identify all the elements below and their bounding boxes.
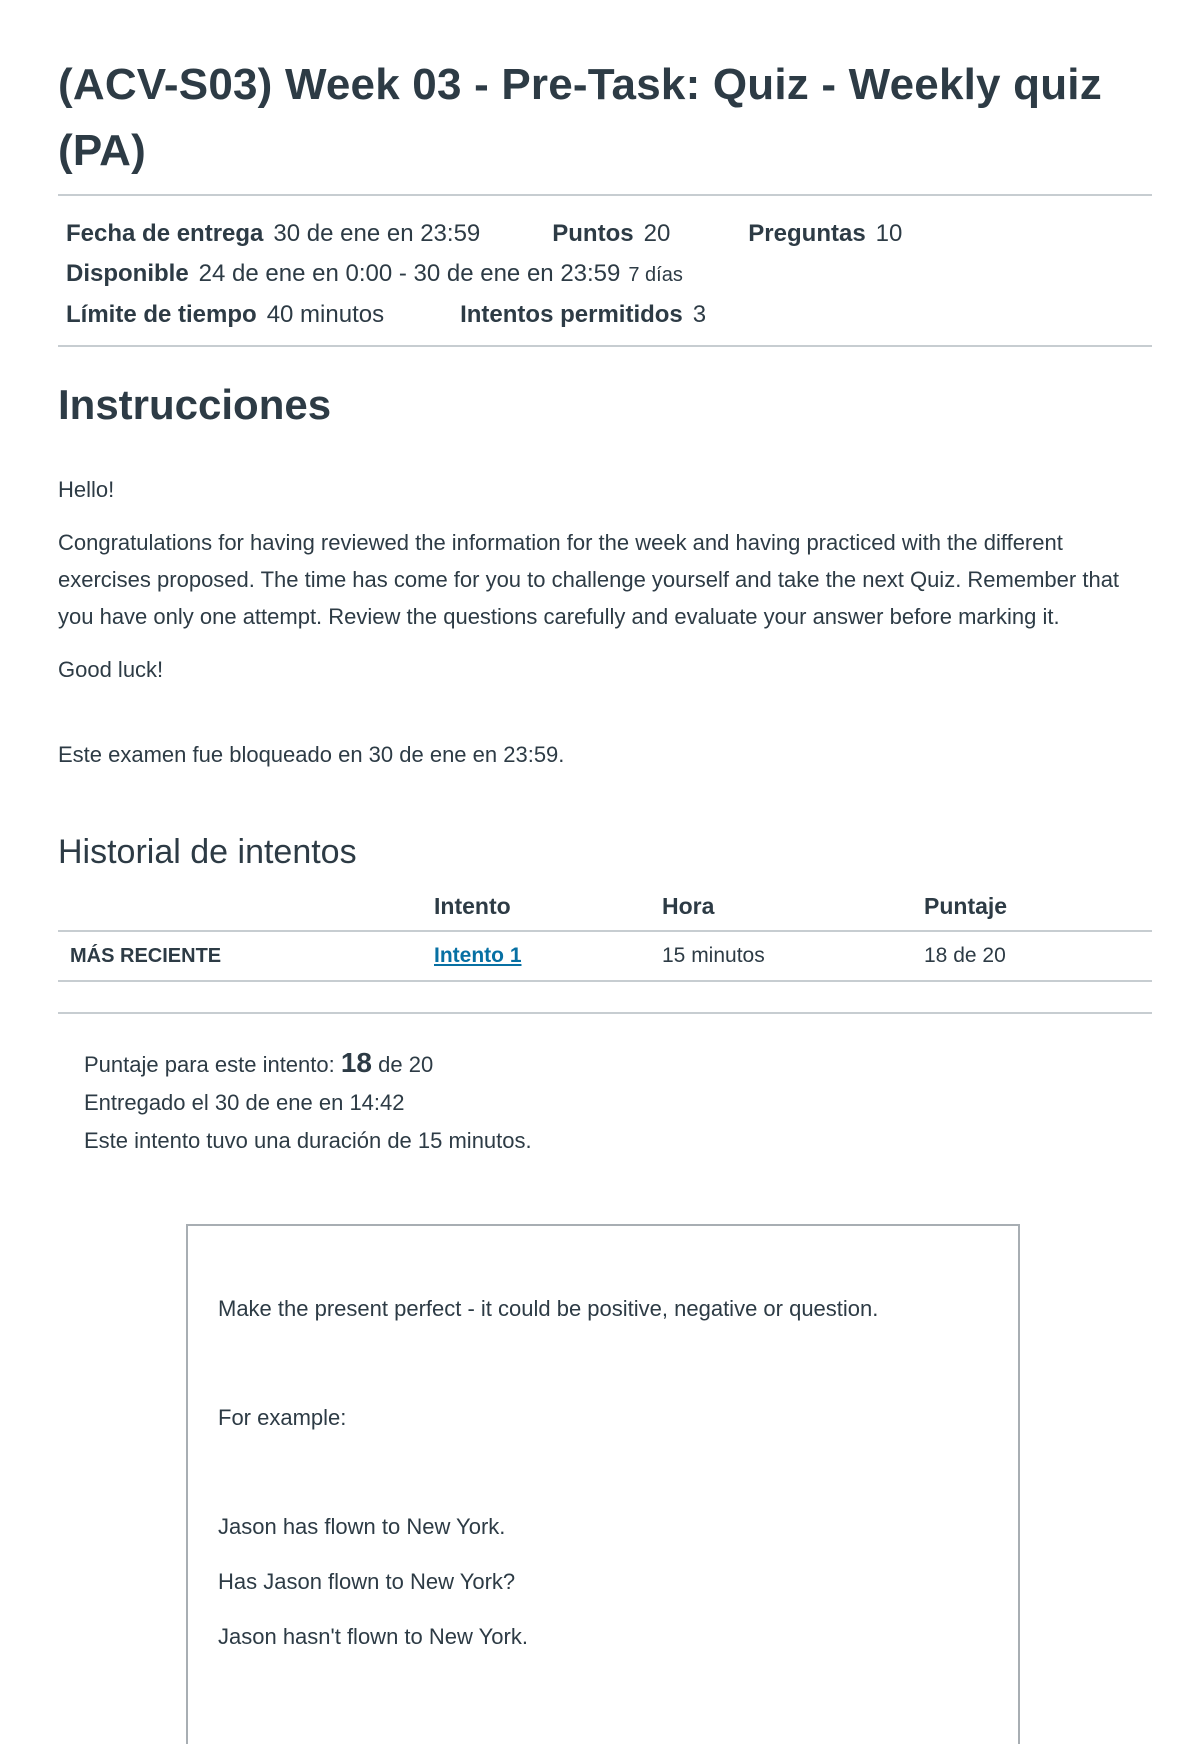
instructions-body: Congratulations for having reviewed the information for the week and having practiced with the different exercises proposed. The time has come for you to challenge yourself and take the next Quiz. Remember that you have only one attempt. Review the questions carefully and evaluate your answer before marking it. <box>58 530 1120 629</box>
example-negative: Jason hasn't flown to New York. <box>218 1624 528 1649</box>
example-question: Has Jason flown to New York? <box>218 1569 516 1594</box>
questions <box>748 214 902 254</box>
main-content <box>58 52 1152 1160</box>
due-date <box>66 214 480 254</box>
submitted-date: Entregado el 30 de ene en 14:42 <box>84 1090 405 1115</box>
page-title: (ACV-S03) Week 03 - Pre-Task: Quiz - Weekly quiz (PA) <box>58 60 1102 175</box>
questions-value: 10 <box>875 220 903 247</box>
table-header-row <box>58 893 1152 931</box>
attempt-summary <box>84 1044 1152 1160</box>
question-prompt: Make the present perfect - it could be positive, negative or question. <box>218 1296 879 1321</box>
due-date-label: Fecha de entrega <box>66 220 264 247</box>
attempt-time: 15 minutos <box>662 931 924 981</box>
questions-label: Preguntas <box>748 220 866 247</box>
details-row-3 <box>66 295 1144 335</box>
attempt-history-table <box>58 893 1152 982</box>
column-header-blank <box>58 893 434 931</box>
divider <box>58 345 1152 347</box>
due-date-value: 30 de ene en 23:59 <box>273 220 481 247</box>
quiz-details <box>58 196 1152 345</box>
points-value: 20 <box>643 220 671 247</box>
instructions-heading: Instrucciones <box>58 381 332 428</box>
details-row-1 <box>66 214 1144 254</box>
allowed-attempts <box>460 295 706 335</box>
instructions-closing: Good luck! <box>58 657 164 682</box>
question-card <box>186 1224 1020 1744</box>
score-prefix: Puntaje para este intento: <box>84 1052 335 1077</box>
allowed-attempts-value: 3 <box>692 301 707 328</box>
column-header-attempt: Intento <box>434 893 662 931</box>
attempt-duration: Este intento tuvo una duración de 15 minutos. <box>84 1128 532 1153</box>
example-positive: Jason has flown to New York. <box>218 1514 506 1539</box>
attempt-score-line <box>84 1044 1152 1084</box>
column-header-score: Puntaje <box>924 893 1152 931</box>
attempt-history-heading: Historial de intentos <box>58 833 357 871</box>
availability-label: Disponible <box>66 260 189 287</box>
latest-label: MÁS RECIENTE <box>58 931 434 981</box>
availability-days: 7 días <box>628 264 683 286</box>
time-limit-value: 40 minutos <box>266 301 385 328</box>
attempt-cell <box>434 931 662 981</box>
column-header-time: Hora <box>662 893 924 931</box>
score-suffix: de 20 <box>378 1052 434 1077</box>
table-row <box>58 931 1152 981</box>
locked-notice: Este examen fue bloqueado en 30 de ene en 23:59. <box>58 742 565 767</box>
points-label: Puntos <box>552 220 634 247</box>
divider <box>58 1012 1152 1014</box>
availability-value: 24 de ene en 0:00 - 30 de ene en 23:59 <box>198 260 621 287</box>
details-row-2 <box>66 254 1144 295</box>
allowed-attempts-label: Intentos permitidos <box>460 301 683 328</box>
time-limit <box>66 295 384 335</box>
points <box>552 214 670 254</box>
question-content <box>188 1226 1018 1655</box>
example-label: For example: <box>218 1405 347 1430</box>
time-limit-label: Límite de tiempo <box>66 301 257 328</box>
score-value: 18 <box>340 1047 373 1078</box>
attempt-score: 18 de 20 <box>924 931 1152 981</box>
availability <box>66 254 683 295</box>
instructions-greeting: Hello! <box>58 477 115 502</box>
attempt-1-link[interactable]: Intento 1 <box>434 944 522 967</box>
